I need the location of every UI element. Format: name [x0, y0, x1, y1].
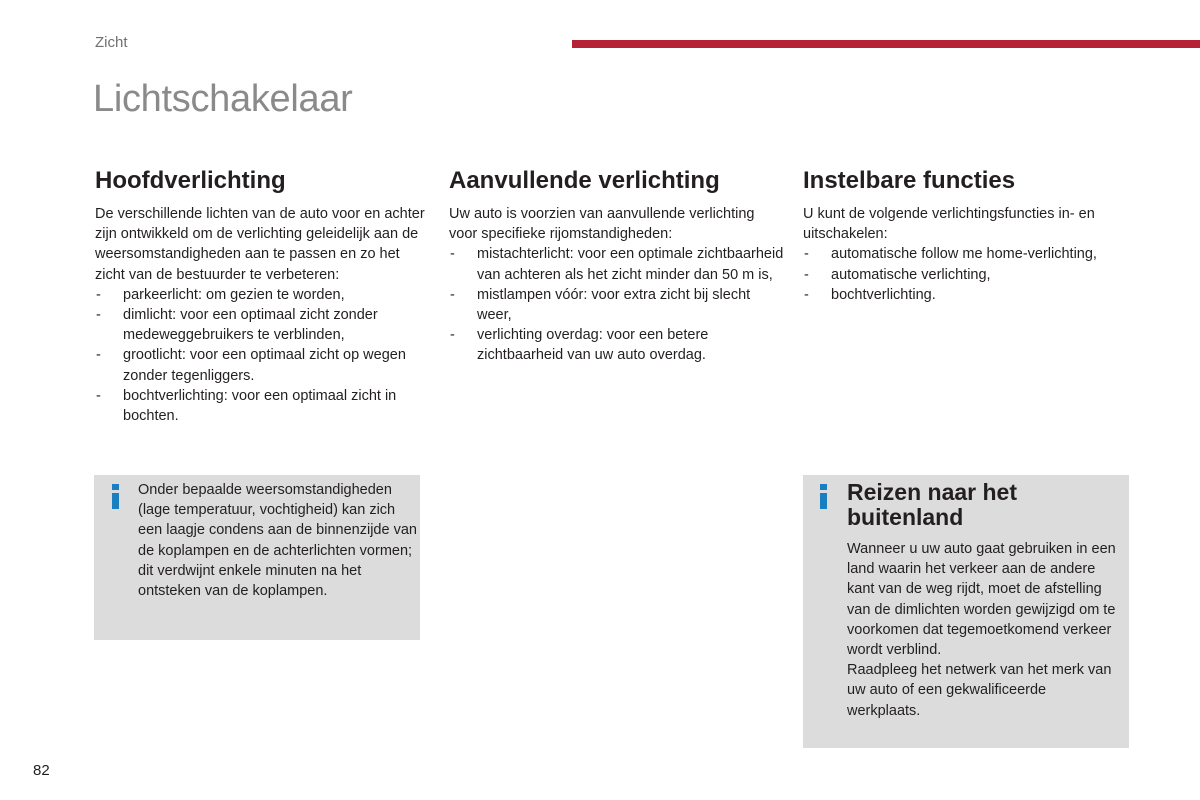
- column-list: [449, 244, 784, 365]
- info-icon: [820, 484, 827, 510]
- list-item: - bochtverlichting: voor een optimaal zicht in bochten.: [95, 386, 425, 426]
- info-box-text: Onder bepaalde weersomstandigheden (lage temperatuur, vochtigheid) kan zich een laagje condens aan de binnenzijde van de koplampen en de achterlichten vormen; dit verdwijnt enkele minuten na het ontsteken van de koplampen.: [138, 482, 417, 600]
- list-item: - verlichting overdag: voor een betere zichtbaarheid van uw auto overdag.: [449, 325, 784, 365]
- column-list: [803, 244, 1133, 305]
- column-aanvullende-verlichting: [449, 166, 784, 366]
- info-box-title: Reizen naar het buitenland: [847, 479, 1017, 530]
- list-item: - mistlampen vóór: voor extra zicht bij slecht weer,: [449, 285, 784, 325]
- column-heading: Aanvullende verlichting: [449, 167, 720, 194]
- list-item: - parkeerlicht: om gezien te worden,: [95, 285, 425, 305]
- list-item: - grootlicht: voor een optimaal zicht op wegen zonder tegenliggers.: [95, 345, 425, 385]
- list-item: - mistachterlicht: voor een optimale zichtbaarheid van achteren als het zicht minder dan 50 m is,: [449, 244, 784, 284]
- column-instelbare-functies: [803, 166, 1133, 305]
- list-item: - automatische verlichting,: [803, 265, 1133, 285]
- page-number: 82: [33, 762, 50, 779]
- column-heading: Instelbare functies: [803, 167, 1016, 194]
- info-box-paragraph: Raadpleeg het netwerk van het merk van uw auto of een gekwalificeerde werkplaats.: [847, 662, 1112, 719]
- info-icon: [112, 484, 119, 510]
- page-title: Lichtschakelaar: [93, 78, 353, 120]
- section-label: Zicht: [95, 34, 128, 51]
- column-heading: Hoofdverlichting: [95, 167, 286, 194]
- info-box-paragraph: Wanneer u uw auto gaat gebruiken in een land waarin het verkeer aan de andere kant van de weg rijdt, moet de afstelling van de dimlichten worden gewijzigd om te voorkomen dat tegemoetkomend verkeer wordt verblind.: [847, 541, 1116, 659]
- list-item: - dimlicht: voor een optimaal zicht zonder medeweggebruikers te verblinden,: [95, 305, 425, 345]
- info-box-condensation: [94, 475, 420, 640]
- column-hoofdverlichting: [95, 166, 425, 426]
- column-list: [95, 285, 425, 426]
- column-intro: De verschillende lichten van de auto voor en achter zijn ontwikkeld om de verlichting geleidelijk aan de weersomstandigheden aan te passen en zo het zicht van de bestuurder te verbeteren:: [95, 206, 425, 283]
- info-box-travel-abroad: [803, 475, 1129, 748]
- list-item: - bochtverlichting.: [803, 285, 1133, 305]
- list-item: - automatische follow me home-verlichting,: [803, 244, 1133, 264]
- column-intro: Uw auto is voorzien van aanvullende verlichting voor specifieke rijomstandigheden:: [449, 206, 755, 243]
- header-accent-bar: [572, 40, 1200, 48]
- info-box-body: [847, 539, 1119, 721]
- column-intro: U kunt de volgende verlichtingsfuncties in- en uitschakelen:: [803, 206, 1095, 243]
